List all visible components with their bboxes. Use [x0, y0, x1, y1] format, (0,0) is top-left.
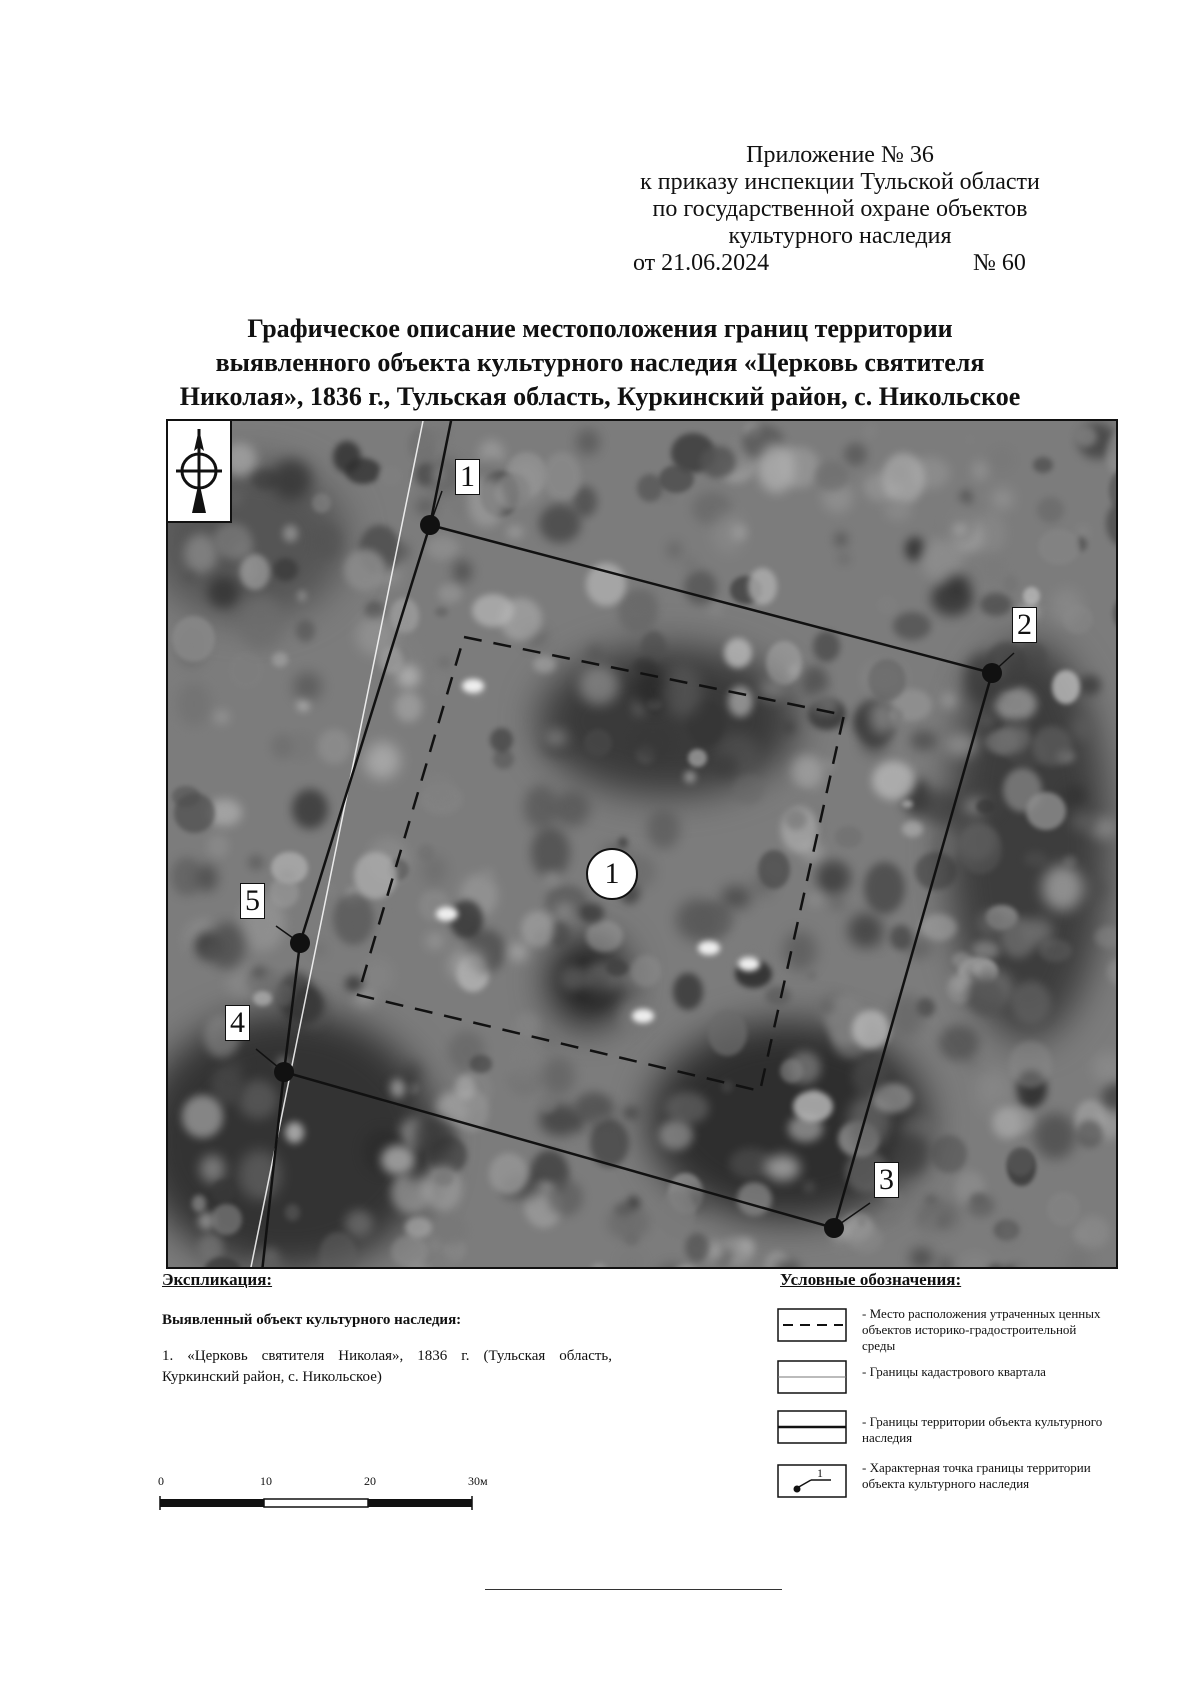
legend-heading: Условные обозначения:: [780, 1270, 962, 1289]
heritage-territory-boundary: [284, 525, 992, 1228]
explication-item: 1. «Церковь святителя Николая», 1836 г. (Тульская область, Куркинский район, с. Никольское): [162, 1348, 612, 1385]
map-view: [166, 419, 1118, 1269]
point-label-2: 2: [1012, 607, 1037, 643]
appendix-line: культурного наследия: [728, 223, 952, 249]
map-overlay: [168, 421, 1116, 1267]
boundary-point: [982, 663, 1002, 683]
point-label-3: 3: [874, 1162, 899, 1198]
order-date: от 21.06.2024: [633, 250, 770, 276]
scale-tick-label: 0: [158, 1474, 164, 1488]
title-line: выявленного объекта культурного наследия «Церковь святителя: [215, 348, 985, 377]
explication-heading: Экспликация:: [162, 1270, 273, 1289]
point-label-4: 4: [225, 1005, 250, 1041]
legend-swatch-dashed: [777, 1308, 847, 1342]
legend-text: - Место расположения утраченных ценных объектов историко-градостроительной среды: [862, 1306, 1101, 1353]
order-number: № 60: [973, 250, 1026, 276]
legend-text: - Границы территории объекта культурного наследия: [862, 1414, 1103, 1445]
title-line: Николая», 1836 г., Тульская область, Куркинский район, с. Никольское: [179, 382, 1021, 411]
scale-tick-label: 10: [260, 1474, 272, 1488]
appendix-line: к приказу инспекции Тульской области: [640, 169, 1040, 195]
legend-point-label: 1: [817, 1466, 823, 1480]
zone-label: 1: [586, 848, 638, 900]
boundary-point: [824, 1218, 844, 1238]
scale-bar: [159, 1496, 479, 1510]
point-label-1: 1: [455, 459, 480, 495]
north-arrow-icon: [168, 421, 232, 523]
legend-swatch-cadastral: [777, 1360, 847, 1394]
appendix-line: по государственной охране объектов: [652, 196, 1028, 222]
appendix-block: [570, 142, 1110, 250]
title-line: Графическое описание местоположения границ территории: [247, 314, 953, 343]
legend-text: - Границы кадастрового квартала: [862, 1364, 1046, 1379]
explication-subtitle: Выявленный объект культурного наследия:: [162, 1312, 462, 1328]
appendix-line: Приложение № 36: [746, 142, 934, 168]
legend-swatch-point: [777, 1464, 847, 1498]
point-label-5: 5: [240, 883, 265, 919]
boundary-point: [290, 933, 310, 953]
boundary-point: [420, 515, 440, 535]
legend-swatch-boundary: [777, 1410, 847, 1444]
scale-tick-label: 20: [364, 1474, 376, 1488]
document-title: [150, 312, 1050, 414]
scale-tick-label: 30м: [468, 1474, 488, 1488]
legend-text: - Характерная точка границы территории объекта культурного наследия: [862, 1460, 1091, 1491]
footer-rule: [485, 1589, 782, 1590]
boundary-point: [274, 1062, 294, 1082]
